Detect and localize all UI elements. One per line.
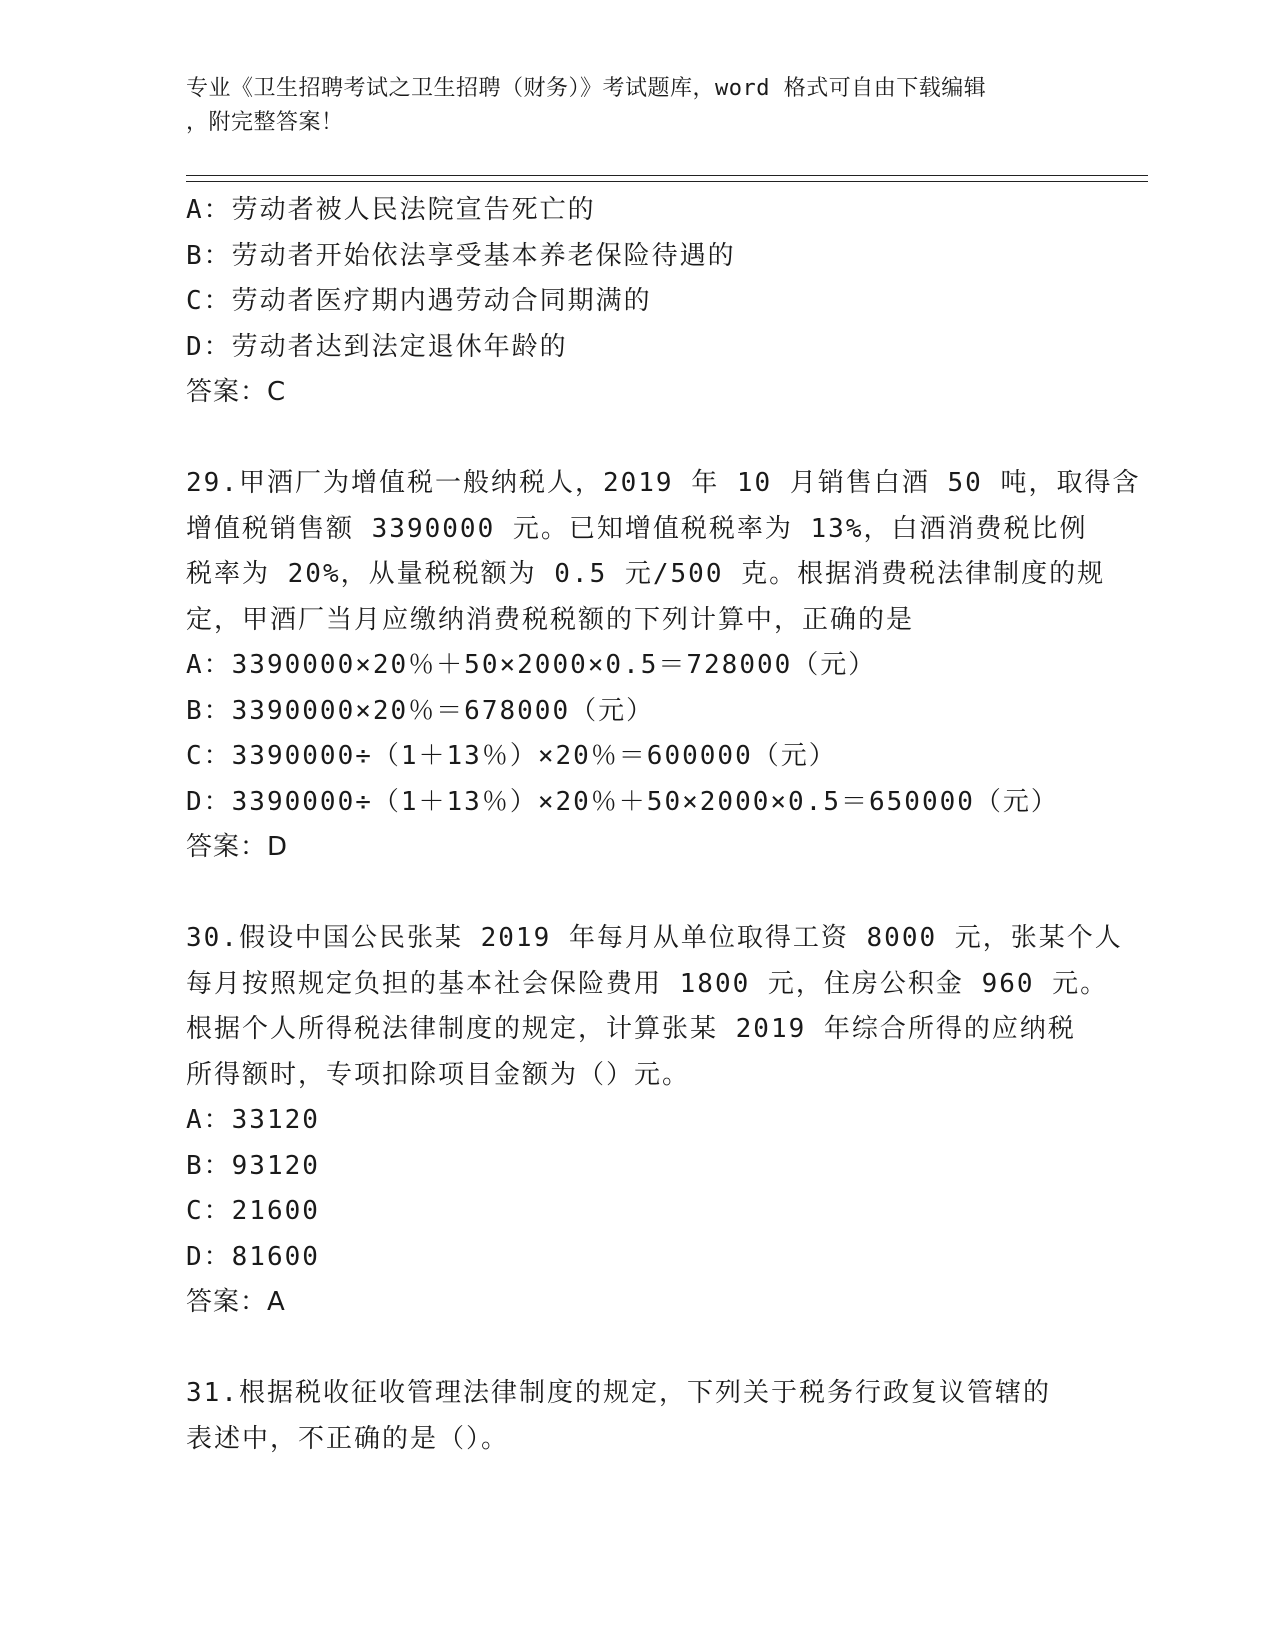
question-stem-line: 增值税销售额 3390000 元。已知增值税税率为 13%，白酒消费税比例 [186, 513, 1088, 544]
option-d: D：3390000÷（1＋13％）×20％＋50×2000×0.5＝650000（元） [186, 786, 1059, 817]
header-line-1: 专业《卫生招聘考试之卫生招聘（财务）》考试题库，word 格式可自由下载编辑 [186, 76, 987, 101]
spacer [186, 871, 1086, 917]
answer: 答案：C [186, 377, 287, 407]
question-stem-line: 表述中，不正确的是（）。 [186, 1423, 510, 1454]
answer: 答案：D [186, 832, 289, 862]
spacer [186, 416, 1086, 462]
question-stem-line: 每月按照规定负担的基本社会保险费用 1800 元，住房公积金 960 元。 [186, 968, 1109, 999]
header-line-2: ，附完整答案！ [186, 110, 344, 135]
question-28 [186, 188, 1086, 416]
option-d: D：劳动者达到法定退休年龄的 [186, 331, 568, 362]
option-a: A：3390000×20％＋50×2000×0.5＝728000（元） [186, 650, 877, 680]
question-29 [186, 461, 1141, 871]
option-d: D：81600 [186, 1241, 320, 1272]
answer: 答案：A [186, 1287, 286, 1317]
question-stem-line: 29.甲酒厂为增值税一般纳税人，2019 年 10 月销售白酒 50 吨，取得含 [186, 468, 1141, 498]
document-header [186, 72, 1066, 140]
question-list [186, 188, 1141, 1462]
option-a: A：劳动者被人民法院宣告死亡的 [186, 195, 596, 225]
option-b: B：劳动者开始依法享受基本养老保险待遇的 [186, 240, 736, 271]
option-b: B：3390000×20％＝678000（元） [186, 695, 655, 726]
question-stem-line: 定，甲酒厂当月应缴纳消费税税额的下列计算中，正确的是 [186, 604, 915, 635]
question-31 [186, 1371, 1086, 1462]
option-c: C：劳动者医疗期内遇劳动合同期满的 [186, 286, 652, 316]
spacer [186, 1326, 1086, 1372]
option-c: C：3390000÷（1＋13％）×20％＝600000（元） [186, 741, 837, 771]
option-b: B：93120 [186, 1150, 320, 1181]
question-stem-line: 根据个人所得税法律制度的规定，计算张某 2019 年综合所得的应纳税 [186, 1014, 1076, 1044]
question-stem-line: 31.根据税收征收管理法律制度的规定，下列关于税务行政复议管辖的 [186, 1378, 1051, 1408]
option-a: A：33120 [186, 1105, 320, 1135]
header-rule-bottom [186, 181, 1148, 182]
question-30 [186, 916, 1123, 1326]
option-c: C：21600 [186, 1196, 320, 1226]
header-rule-top [186, 175, 1148, 176]
question-stem-line: 所得额时，专项扣除项目金额为（）元。 [186, 1059, 691, 1090]
question-stem-line: 30.假设中国公民张某 2019 年每月从单位取得工资 8000 元，张某个人 [186, 923, 1123, 953]
question-stem-line: 税率为 20%，从量税税额为 0.5 元/500 克。根据消费税法律制度的规 [186, 559, 1106, 589]
